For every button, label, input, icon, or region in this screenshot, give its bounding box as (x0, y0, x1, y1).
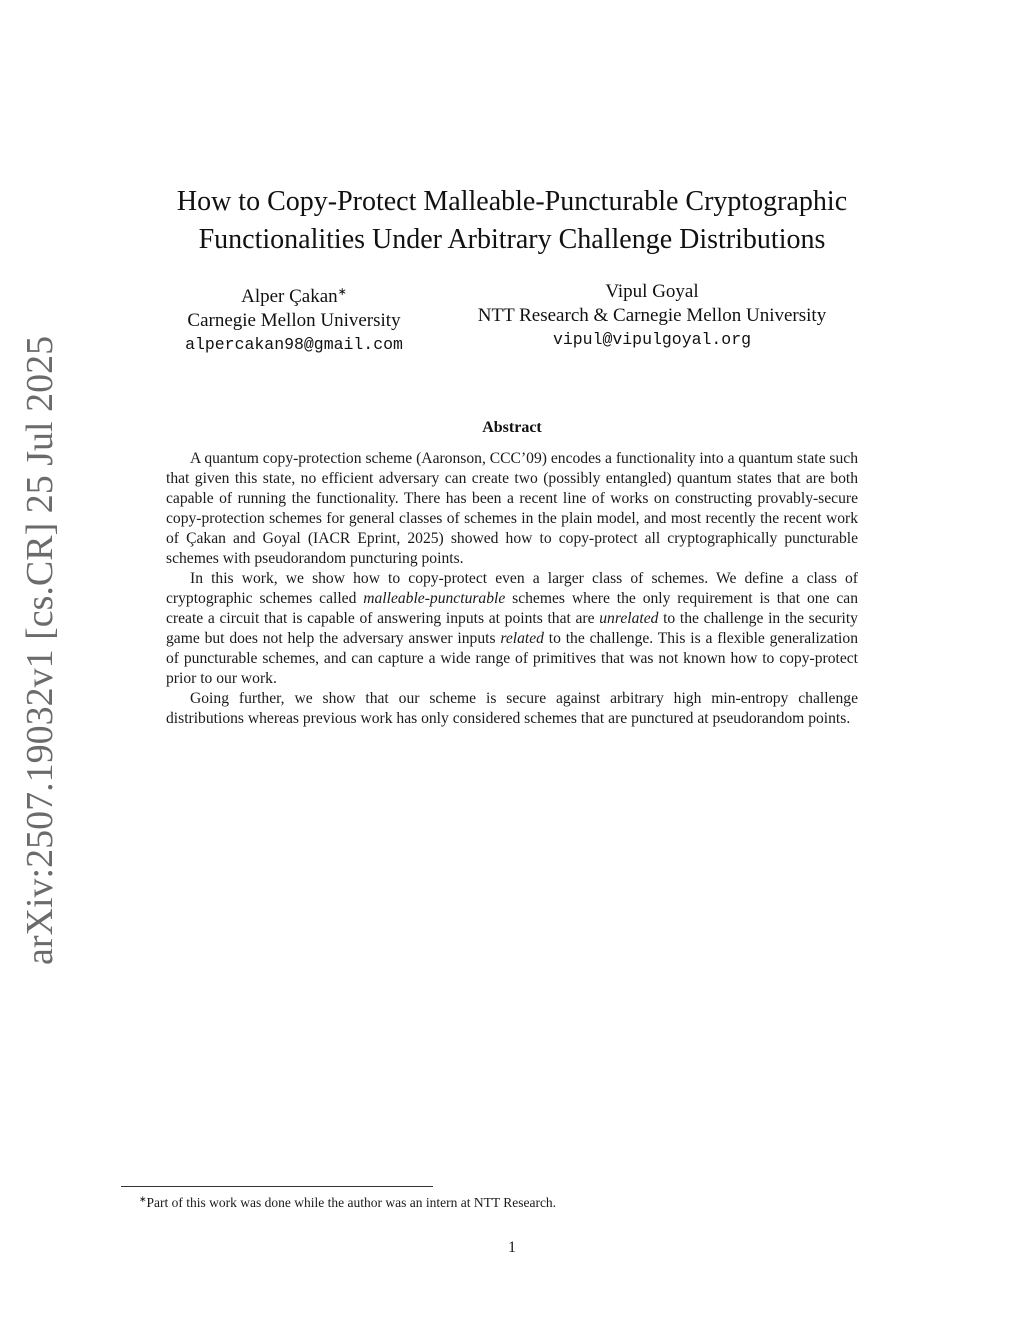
paper-title (100, 183, 924, 259)
abstract-text: schemes where the only requirement is that one can create a circuit that is capable of answering inputs at points that are (166, 590, 858, 627)
emphasis-unrelated: unrelated (599, 610, 659, 627)
author-name: Vipul Goyal (605, 281, 699, 302)
abstract-paragraph-3: Going further, we show that our scheme is secure against arbitrary high min-entropy challenge distributions whereas previous work has only considered schemes that are punctured at pseudorandom points. (166, 690, 858, 727)
footnote-rule (121, 1186, 433, 1187)
author-affiliation: Carnegie Mellon University (187, 310, 401, 331)
author-email: vipul@vipulgoyal.org (552, 330, 752, 349)
title-line-2: Functionalities Under Arbitrary Challenge Distributions (198, 224, 826, 255)
author-affiliation: NTT Research & Carnegie Mellon University (477, 305, 827, 326)
footnote (121, 1190, 901, 1212)
abstract-body (166, 449, 858, 729)
abstract-paragraph-2 (166, 569, 858, 689)
author-name: Alper Çakan (241, 286, 338, 307)
footnote-mark: ∗ (139, 1194, 147, 1204)
title-line-1: How to Copy-Protect Malleable-Puncturable Cryptographic (176, 186, 848, 217)
abstract-text: to the challenge in the security game but does not help the adversary answer inputs (166, 610, 858, 647)
abstract-paragraph-1: A quantum copy-protection scheme (Aaronson, CCC’09) encodes a functionality into a quantum state such that given this state, no efficient adversary can create two (possibly entangled) quantum states that are both capable of running the functionality. There has been a recent line of works on constructing provably-secure copy-protection schemes for general classes of schemes in the plain model, and most recently the recent work of Çakan and Goyal (IACR Eprint, 2025) showed how to copy-protect all cryptographically puncturable schemes with pseudorandom puncturing points. (166, 450, 858, 567)
arxiv-identifier-stamp: arXiv:2507.19032v1 [cs.CR] 25 Jul 2025 (19, 335, 61, 965)
author-block-goyal (442, 280, 862, 352)
abstract-text: In this work, we show how to copy-protect even a larger class of schemes. We define a class of cryptographic schemes called (166, 570, 858, 607)
emphasis-malleable-puncturable: malleable-puncturable (363, 590, 506, 607)
page-number: 1 (508, 1239, 516, 1256)
author-name-line (154, 280, 434, 309)
abstract-heading: Abstract (482, 419, 542, 436)
author-block-cakan (154, 280, 434, 357)
author-footnote-mark: ∗ (337, 286, 347, 298)
emphasis-related: related (500, 630, 544, 647)
abstract-text: to the challenge. This is a flexible generalization of puncturable schemes, and can capture a wide range of primitives that was not known how to copy-protect prior to our work. (166, 630, 858, 687)
footnote-text: Part of this work was done while the author was an intern at NTT Research. (146, 1195, 557, 1210)
author-email: alpercakan98@gmail.com (185, 335, 403, 354)
